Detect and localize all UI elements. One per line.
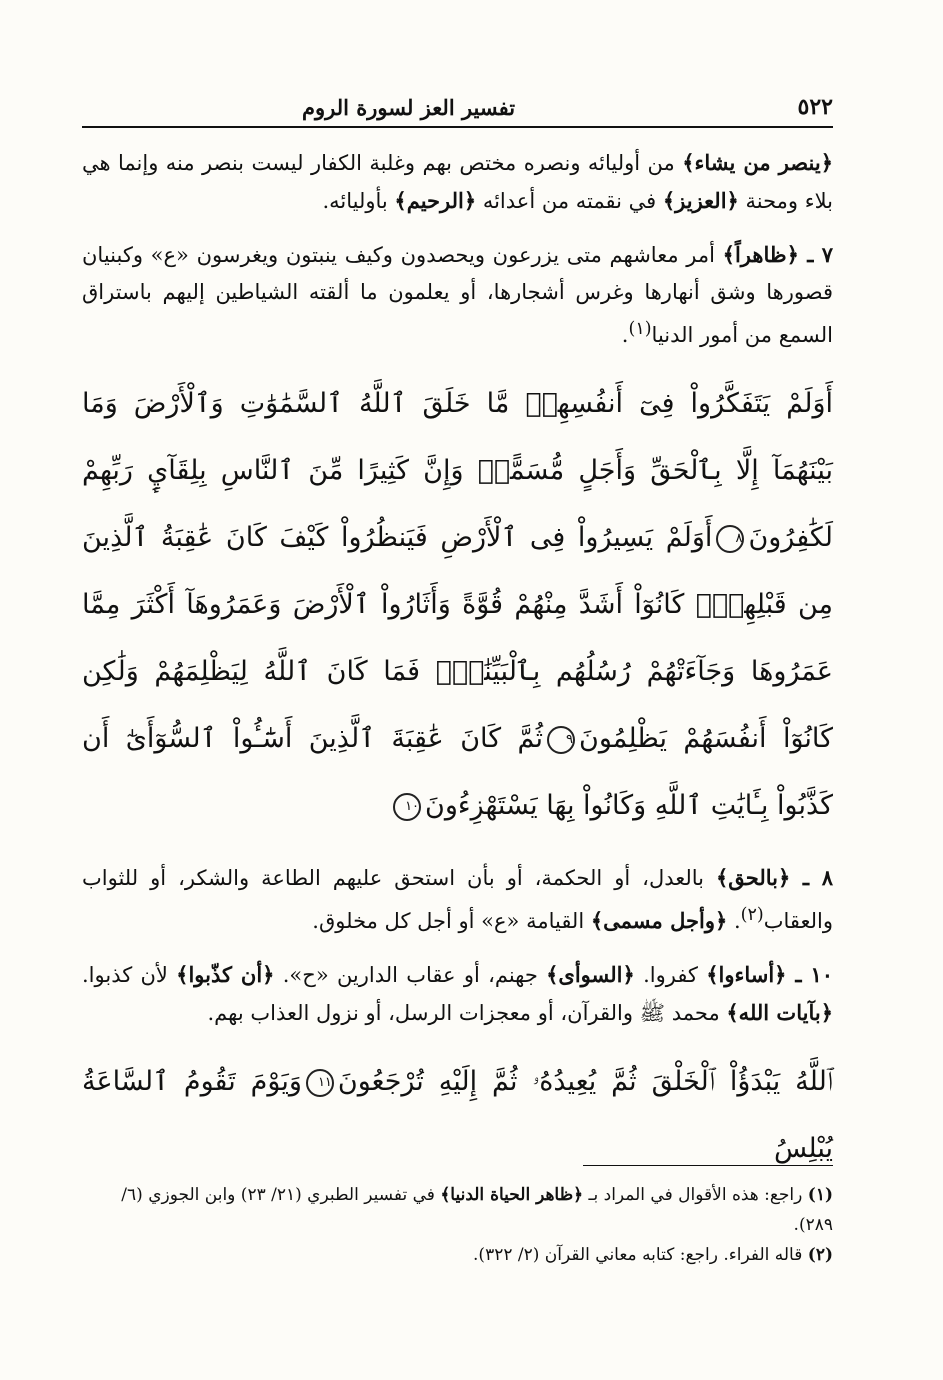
verse-number-marker: ٩ — [547, 726, 575, 754]
quran-verses-8-10 — [82, 370, 833, 839]
page-body — [82, 144, 833, 1202]
quoted-term: ﴿وأجل مسمى﴾ — [590, 908, 728, 933]
verse-text: أَوَلَمْ يَتَفَكَّرُواْ فِىٓ أَنفُسِهِمۗ مَّا خَلَقَ ٱللَّهُ ٱلسَّمَٰوَٰتِ وَٱلْأَرْضَ وَمَا بَيْنَهُمَآ إِلَّا بِٱلْحَقِّ وَأَجَلٍ مُّسَمًّىۗ وَإِنَّ كَثِيرًا مِّنَ ٱلنَّاسِ بِلِقَآيِٕ رَبِّهِمْ لَكَٰفِرُونَ — [82, 388, 833, 553]
verse-text: ٱللَّهُ يَبْدَؤُاْ ٱلْخَلْقَ ثُمَّ يُعِيدُهُۥ ثُمَّ إِلَيْهِ تُرْجَعُونَ — [337, 1066, 833, 1097]
page-header — [82, 86, 833, 128]
footnote-2 — [82, 1240, 833, 1270]
quoted-term: ٨ ـ ﴿بالحق﴾ — [715, 865, 833, 890]
verse-text: أَوَلَمْ يَسِيرُواْ فِى ٱلْأَرْضِ فَيَنظُرُواْ كَيْفَ كَانَ عَٰقِبَةُ ٱلَّذِينَ مِن قَبْلِهِمْۚ كَانُوٓاْ أَشَدَّ مِنْهُمْ قُوَّةً وَأَثَارُواْ ٱلْأَرْضَ وَعَمَرُوهَآ أَكْثَرَ مِمَّا عَمَرُوهَا وَجَآءَتْهُمْ رُسُلُهُم بِٱلْبَيِّنَٰتِۖ فَمَا كَانَ ٱللَّهُ لِيَظْلِمَهُمْ وَلَٰكِن كَانُوٓاْ أَنفُسَهُمْ يَظْلِمُونَ — [82, 522, 833, 754]
verse-text: وَيَوْمَ تَقُومُ ٱلسَّاعَةُ يُبْلِسُ — [82, 1066, 833, 1164]
text-run: بالعدل، أو الحكمة، أو بأن استحق عليهم الطاعة والشكر، أو للثواب والعقاب — [82, 866, 833, 933]
quoted-term: ١٠ ـ ﴿أساءوا﴾ — [706, 962, 834, 987]
footnote-number: (١) — [807, 1185, 833, 1205]
quoted-term: ﴿أن كذّبوا﴾ — [176, 962, 275, 987]
page-number: ٥٢٢ — [797, 94, 833, 120]
text-run: جهنم، أو عقاب الدارين «ح». — [274, 963, 547, 987]
verse-number-marker: ٨ — [716, 525, 744, 553]
text-run: من أوليائه ونصره مختص بهم وغلبة الكفار ليست بنصر منه وإنما هي بلاء ومحنة — [82, 151, 833, 213]
commentary-paragraph-3 — [82, 859, 833, 940]
footnotes — [82, 1180, 833, 1270]
text-run: أمر معاشهم متى يزرعون ويحصدون وكيف ينبتون ويغرسون «ع» وكبنيان قصورها وشق أنهارها وغرس أشجارها، أو يعلمون ما ألقته الشياطين إليهم باستراق السمع من أمور الدنيا — [82, 243, 833, 347]
text-run: محمد ﷺ والقرآن، أو معجزات الرسل، أو نزول العذاب بهم. — [207, 1001, 727, 1025]
verse-text: ثُمَّ كَانَ عَٰقِبَةَ ٱلَّذِينَ أَسَٰٓـُٔواْ ٱلسُّوٓأَىٰٓ أَن كَذَّبُواْ بِـَٔايَٰتِ ٱللَّهِ وَكَانُواْ بِهَا يَسْتَهْزِءُونَ — [82, 723, 833, 821]
quoted-term: ٧ ـ ﴿ظاهراً﴾ — [722, 242, 834, 267]
text-run: . — [621, 323, 629, 347]
text-run: في نقمته من أعدائه — [476, 189, 663, 213]
commentary-paragraph-1 — [82, 144, 833, 220]
commentary-paragraph-4 — [82, 956, 833, 1032]
footnote-divider — [583, 1165, 833, 1166]
footnote-ref: (٢) — [740, 905, 764, 925]
text-run: بأوليائه. — [322, 189, 395, 213]
text-run: كفروا. — [634, 963, 707, 987]
quoted-term: ﴿بآيات الله﴾ — [726, 1000, 833, 1025]
text-run: قاله الفراء. راجع: كتابه معاني القرآن (٢/ ٣٢٢). — [473, 1245, 808, 1265]
footnote-1 — [82, 1180, 833, 1240]
quoted-term: ﴿ينصر من يشاء﴾ — [682, 150, 833, 175]
text-run: . — [727, 909, 741, 933]
text-run: لأن كذبوا. — [82, 963, 177, 987]
quoted-term: ﴿السوأى﴾ — [546, 962, 635, 987]
quoted-term: ﴿الرحيم﴾ — [394, 188, 477, 213]
text-run: راجع: هذه الأقوال في المراد بـ — [583, 1185, 808, 1205]
footnote-ref: (١) — [628, 319, 652, 339]
footnote-number: (٢) — [807, 1245, 833, 1265]
verse-number-marker: ١١ — [306, 1069, 334, 1097]
verse-number-marker: ١٠ — [393, 793, 421, 821]
quran-verse-11 — [82, 1048, 833, 1182]
text-run: القيامة «ع» أو أجل كل مخلوق. — [312, 909, 591, 933]
commentary-paragraph-2 — [82, 236, 833, 354]
quoted-term: ﴿العزيز﴾ — [662, 188, 739, 213]
running-title: تفسير العز لسورة الروم — [302, 95, 516, 120]
quoted-term: ﴿ظاهر الحياة الدنيا﴾ — [440, 1185, 584, 1205]
text-run: في تفسير الطبري (٢١/ ٢٣) وابن الجوزي (٦/ ٢٨٩). — [121, 1185, 833, 1235]
